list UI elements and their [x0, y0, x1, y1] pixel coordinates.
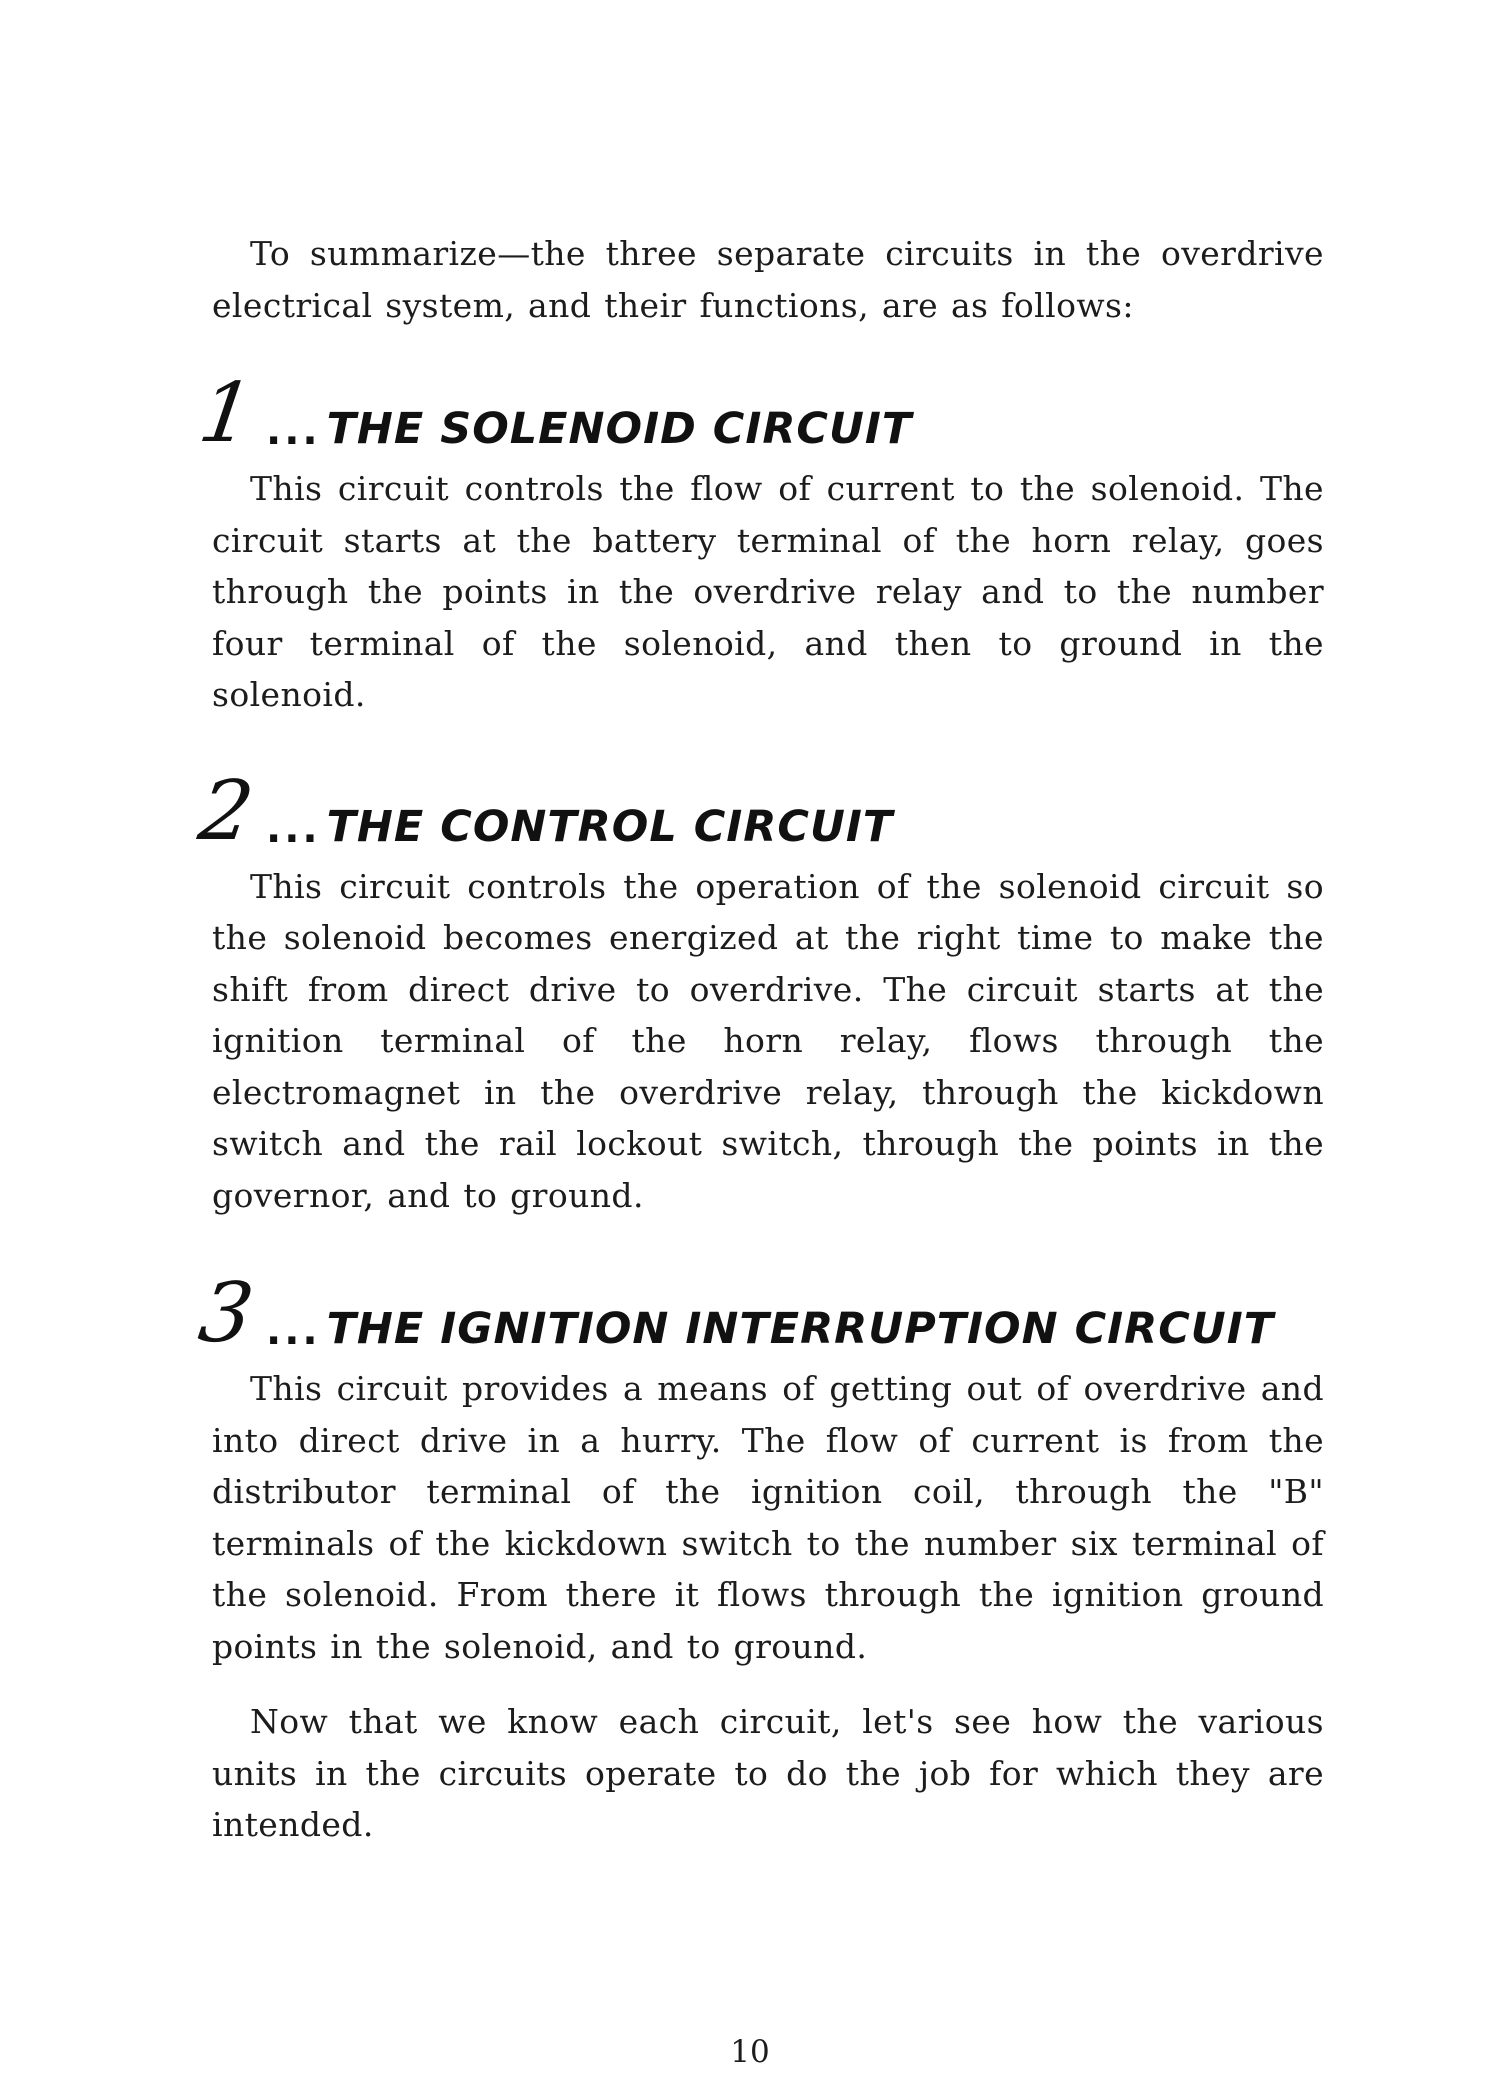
- section-body: This circuit controls the operation of the solenoid circuit so the solenoid becomes energized at the right time to make the shift from direct drive to overdrive. The circuit starts at the ignition terminal of the horn relay, flows through the electromagnet in the overdrive relay, through the kickdown switch and the rail lockout switch, through the points in the governor, and to ground.: [212, 866, 1324, 1215]
- heading-dots: ...: [266, 805, 321, 852]
- section-heading: [193, 359, 1324, 461]
- section-title: THE SOLENOID CIRCUIT: [326, 404, 913, 454]
- section-title: THE CONTROL CIRCUIT: [326, 801, 894, 852]
- section-heading: [193, 757, 1324, 859]
- section-title: THE IGNITION INTERRUPTION CIRCUIT: [326, 1304, 1275, 1354]
- page-number: 10: [730, 2034, 770, 2070]
- section-number: 2: [193, 763, 259, 859]
- section-heading: [193, 1259, 1324, 1361]
- section-body: This circuit controls the flow of current to the solenoid. The circuit starts at the battery terminal of the horn relay, goes through the points in the overdrive relay and to the number four terminal of the solenoid, and then to ground in the solenoid.: [212, 469, 1324, 714]
- section-body: This circuit provides a means of getting out of overdrive and into direct drive in a hurry. The flow of current is from the distributor terminal of the ignition coil, through the "B" terminals of the kickdown switch to the number six terminal of the solenoid. From there it flows through the ignition ground points in the solenoid, and to ground.: [212, 1369, 1324, 1666]
- section-number: 1: [193, 366, 259, 461]
- section-solenoid-circuit: [193, 359, 1324, 721]
- heading-dots: ...: [266, 1308, 321, 1354]
- section-number: 3: [193, 1266, 259, 1361]
- document-page: [193, 228, 1324, 1851]
- heading-dots: ...: [266, 408, 321, 454]
- closing-paragraph: Now that we know each circuit, let's see how the various units in the circuits operate to do the job for which they are intended.: [212, 1702, 1324, 1844]
- intro-paragraph: To summarize—the three separate circuits in the overdrive electrical system, and their functions, are as follows:: [212, 234, 1324, 325]
- section-ignition-interruption-circuit: [193, 1259, 1324, 1672]
- section-control-circuit: [193, 757, 1324, 1222]
